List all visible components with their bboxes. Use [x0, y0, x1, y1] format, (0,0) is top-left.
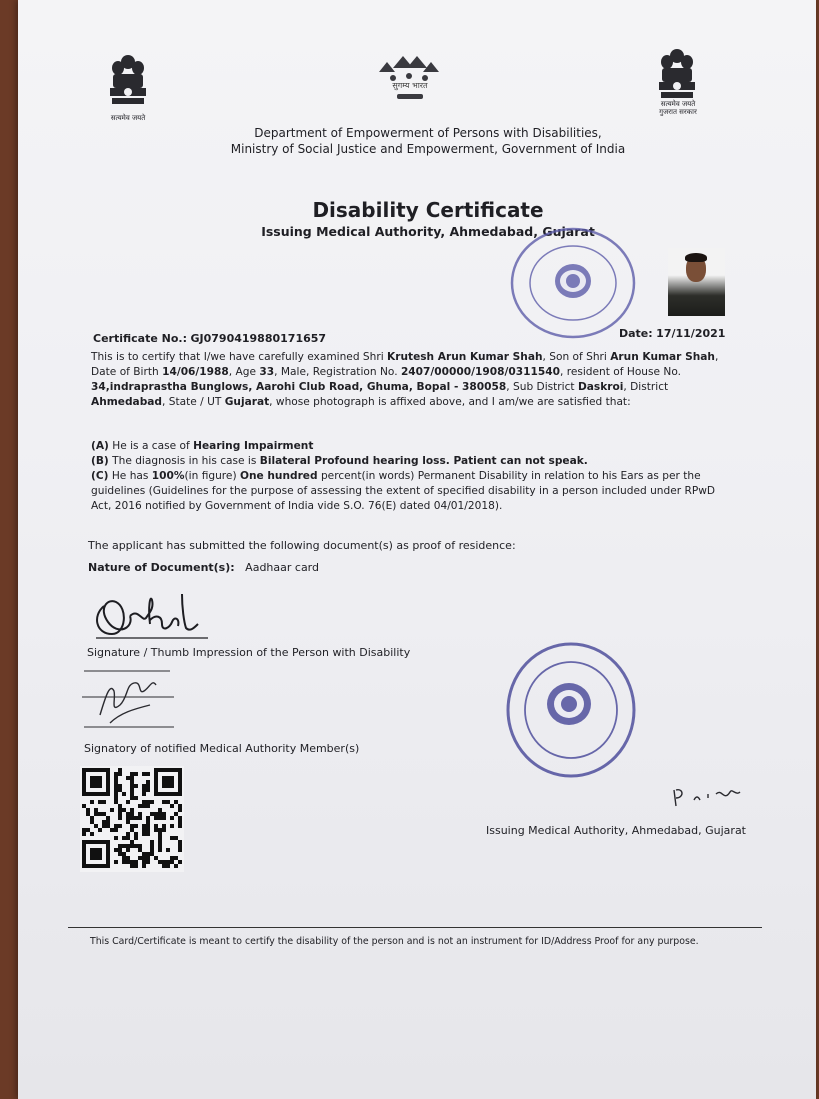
- hospital-stamp-bottom-icon: [503, 640, 639, 780]
- finding-b: (B) The diagnosis in his case is Bilateral Profound hearing loss. Patient can not speak.: [91, 455, 588, 467]
- finding-c: (C) He has 100%(in figure) One hundred percent(in words) Permanent Disability in relation to his Ears as per the guidelines (Guidelines for the purpose of assessing the extent of specified disability in a person included under RPwD Act, 2016 notified by Government of India vide S.O. 76(E) dated 04/01/2018).: [91, 470, 716, 512]
- issuing-authority: Issuing Medical Authority, Ahmedabad, Gujarat: [261, 224, 595, 239]
- footer-divider: [68, 927, 762, 928]
- residence-intro: The applicant has submitted the following document(s) as proof of residence:: [88, 539, 516, 552]
- certification-paragraph: This is to certify that I/we have carefully examined Shri Krutesh Arun Kumar Shah, Son of Shri Arun Kumar Shah, Date of Birth 14/06/1988, Age 33, Male, Registration No. 2407/00000/1908/0311540, resident of House No. 34,indraprastha Bunglows, Aarohi Club Road, Ghuma, Bopal - 380058, Sub District Daskroi, District Ahmedabad, State / UT Gujarat, whose photograph is affixed above, and I am/we are satisfied that:: [91, 351, 719, 408]
- issuing-authority-caption: Issuing Medical Authority, Ahmedabad, Gujarat: [486, 824, 746, 837]
- hospital-stamp-top-icon: [508, 226, 638, 340]
- certificate-title: Disability Certificate: [312, 198, 544, 222]
- certificate-paper: [18, 0, 816, 1099]
- person-signature-caption: Signature / Thumb Impression of the Person with Disability: [87, 646, 411, 659]
- issuing-authority-initials-icon: [668, 786, 748, 810]
- authority-signature-caption: Signatory of notified Medical Authority Member(s): [84, 742, 360, 755]
- applicant-signature-icon: [90, 588, 215, 642]
- authority-signature-icon: [80, 665, 178, 735]
- certificate-number: Certificate No.: GJ0790419880171657: [93, 332, 327, 345]
- finding-a: (A) He is a case of Hearing Impairment: [91, 440, 314, 452]
- right-emblem-caption: सत्यमेव जयते गुजरात सरकार: [659, 100, 697, 116]
- certificate-date: Date: 17/11/2021: [619, 327, 726, 340]
- accessible-india-logo-icon: [373, 50, 445, 108]
- footer-disclaimer: This Card/Certificate is meant to certify the disability of the person and is not an instrument for ID/Address Proof for any purpose.: [90, 936, 699, 947]
- document-nature: Nature of Document(s): Aadhaar card: [88, 561, 319, 574]
- department-line-1: Department of Empowerment of Persons with Disabilities,: [254, 126, 602, 140]
- left-emblem-caption: सत्यमेव जयते: [110, 114, 146, 122]
- verification-qr-code[interactable]: [80, 766, 184, 872]
- findings-block: [91, 439, 731, 514]
- center-logo-text: सुगम्य भारत: [392, 81, 428, 90]
- applicant-photo: [668, 248, 725, 316]
- department-line-2: Ministry of Social Justice and Empowerment, Government of India: [230, 142, 626, 156]
